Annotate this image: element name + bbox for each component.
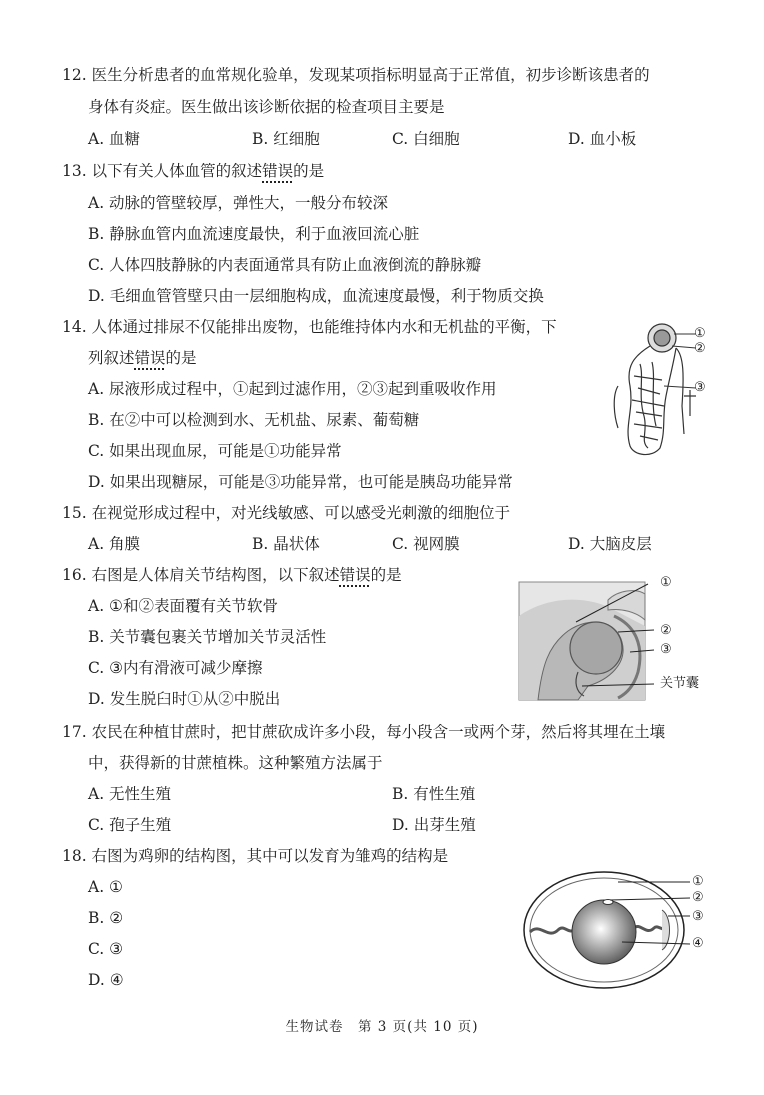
q17-option-a: A. 无性生殖 bbox=[88, 785, 172, 803]
q13-option-a: A. 动脉的管壁较厚，弹性大，一般分布较深 bbox=[88, 194, 389, 212]
q15-option-a: A. 角膜 bbox=[88, 535, 141, 553]
q18-option-c: C. ③ bbox=[88, 940, 124, 958]
q14-option-d: D. 如果出现糖尿，可能是③功能异常，也可能是胰岛功能异常 bbox=[88, 473, 513, 491]
q16-option-d: D. 发生脱臼时①从②中脱出 bbox=[88, 690, 281, 708]
nephron-figure bbox=[604, 316, 714, 462]
q14-stem-emphasis: 错误 bbox=[134, 349, 166, 367]
q14-option-a: A. 尿液形成过程中，①起到过滤作用，②③起到重吸收作用 bbox=[88, 380, 497, 398]
q16-stem-emphasis: 错误 bbox=[339, 566, 371, 584]
q14-stem-pre: 列叙述 bbox=[88, 349, 135, 367]
q16-option-c: C. ③内有滑液可减少摩擦 bbox=[88, 659, 263, 677]
egg-drawing bbox=[522, 870, 718, 994]
page-footer: 生物试卷 第 3 页(共 10 页) bbox=[285, 1019, 479, 1035]
q15-option-b: B. 晶状体 bbox=[252, 535, 320, 553]
q13-stem-post: 的是 bbox=[293, 162, 325, 180]
q15-stem: 15. 在视觉形成过程中，对光线敏感、可以感受光刺激的细胞位于 bbox=[62, 504, 511, 522]
q12-option-a: A. 血糖 bbox=[88, 130, 141, 148]
q13-stem-pre: 13. 以下有关人体血管的叙述 bbox=[62, 162, 263, 180]
q16-option-b: B. 关节囊包裹关节增加关节灵活性 bbox=[88, 628, 327, 646]
q12-option-b: B. 红细胞 bbox=[252, 130, 320, 148]
shoulder-label-capsule: 关节囊 bbox=[660, 676, 700, 691]
q18-option-b: B. ② bbox=[88, 909, 124, 927]
q17-stem-line1: 17. 农民在种植甘蔗时，把甘蔗砍成许多小段，每小段含一或两个芽，然后将其埋在土壤 bbox=[62, 723, 666, 741]
q16-stem-pre: 16. 右图是人体肩关节结构图，以下叙述 bbox=[62, 566, 340, 584]
egg-figure bbox=[522, 870, 718, 994]
q15-option-d: D. 大脑皮层 bbox=[568, 535, 652, 553]
q14-option-b: B. 在②中可以检测到水、无机盐、尿素、葡萄糖 bbox=[88, 411, 420, 429]
q13-option-d: D. 毛细血管管壁只由一层细胞构成，血流速度最慢，利于物质交换 bbox=[88, 287, 544, 305]
q12-option-c: C. 白细胞 bbox=[392, 130, 460, 148]
q12-option-d: D. 血小板 bbox=[568, 130, 637, 148]
q18-stem: 18. 右图为鸡卵的结构图，其中可以发育为雏鸡的结构是 bbox=[62, 847, 449, 865]
q12-stem-line1: 12. 医生分析患者的血常规化验单，发现某项指标明显高于正常值，初步诊断该患者的 bbox=[62, 66, 650, 84]
q14-option-c: C. 如果出现血尿，可能是①功能异常 bbox=[88, 442, 342, 460]
q14-stem-post: 的是 bbox=[165, 349, 197, 367]
q18-option-d: D. ④ bbox=[88, 971, 124, 989]
nephron-label-2: ② bbox=[694, 341, 706, 356]
q17-stem-line2: 中，获得新的甘蔗植株。这种繁殖方法属于 bbox=[88, 754, 383, 772]
shoulder-joint-figure bbox=[518, 576, 723, 704]
egg-label-2: ② bbox=[692, 890, 704, 905]
q13-option-c: C. 人体四肢静脉的内表面通常具有防止血液倒流的静脉瓣 bbox=[88, 256, 482, 274]
shoulder-label-1: ① bbox=[660, 575, 672, 590]
q13-option-b: B. 静脉血管内血流速度最快，利于血液回流心脏 bbox=[88, 225, 420, 243]
q14-stem-line2 bbox=[88, 347, 197, 369]
egg-label-3: ③ bbox=[692, 909, 704, 924]
egg-label-1: ① bbox=[692, 874, 704, 889]
q14-stem-line1: 14. 人体通过排尿不仅能排出废物，也能维持体内水和无机盐的平衡，下 bbox=[62, 318, 557, 336]
egg-label-4: ④ bbox=[692, 936, 704, 951]
shoulder-label-3: ③ bbox=[660, 642, 672, 657]
q16-stem-post: 的是 bbox=[370, 566, 402, 584]
q17-option-d: D. 出芽生殖 bbox=[392, 816, 476, 834]
q16-stem bbox=[62, 564, 402, 586]
shoulder-label-2: ② bbox=[660, 623, 672, 638]
q12-stem-line2: 身体有炎症。医生做出该诊断依据的检查项目主要是 bbox=[88, 98, 445, 116]
q17-option-c: C. 孢子生殖 bbox=[88, 816, 172, 834]
q13-stem bbox=[62, 160, 324, 182]
q18-option-a: A. ① bbox=[88, 878, 123, 896]
q16-option-a: A. ①和②表面覆有关节软骨 bbox=[88, 597, 278, 615]
nephron-label-1: ① bbox=[694, 326, 706, 341]
q15-option-c: C. 视网膜 bbox=[392, 535, 460, 553]
nephron-label-3: ③ bbox=[694, 380, 706, 395]
q17-option-b: B. 有性生殖 bbox=[392, 785, 476, 803]
q13-stem-emphasis: 错误 bbox=[262, 162, 294, 180]
